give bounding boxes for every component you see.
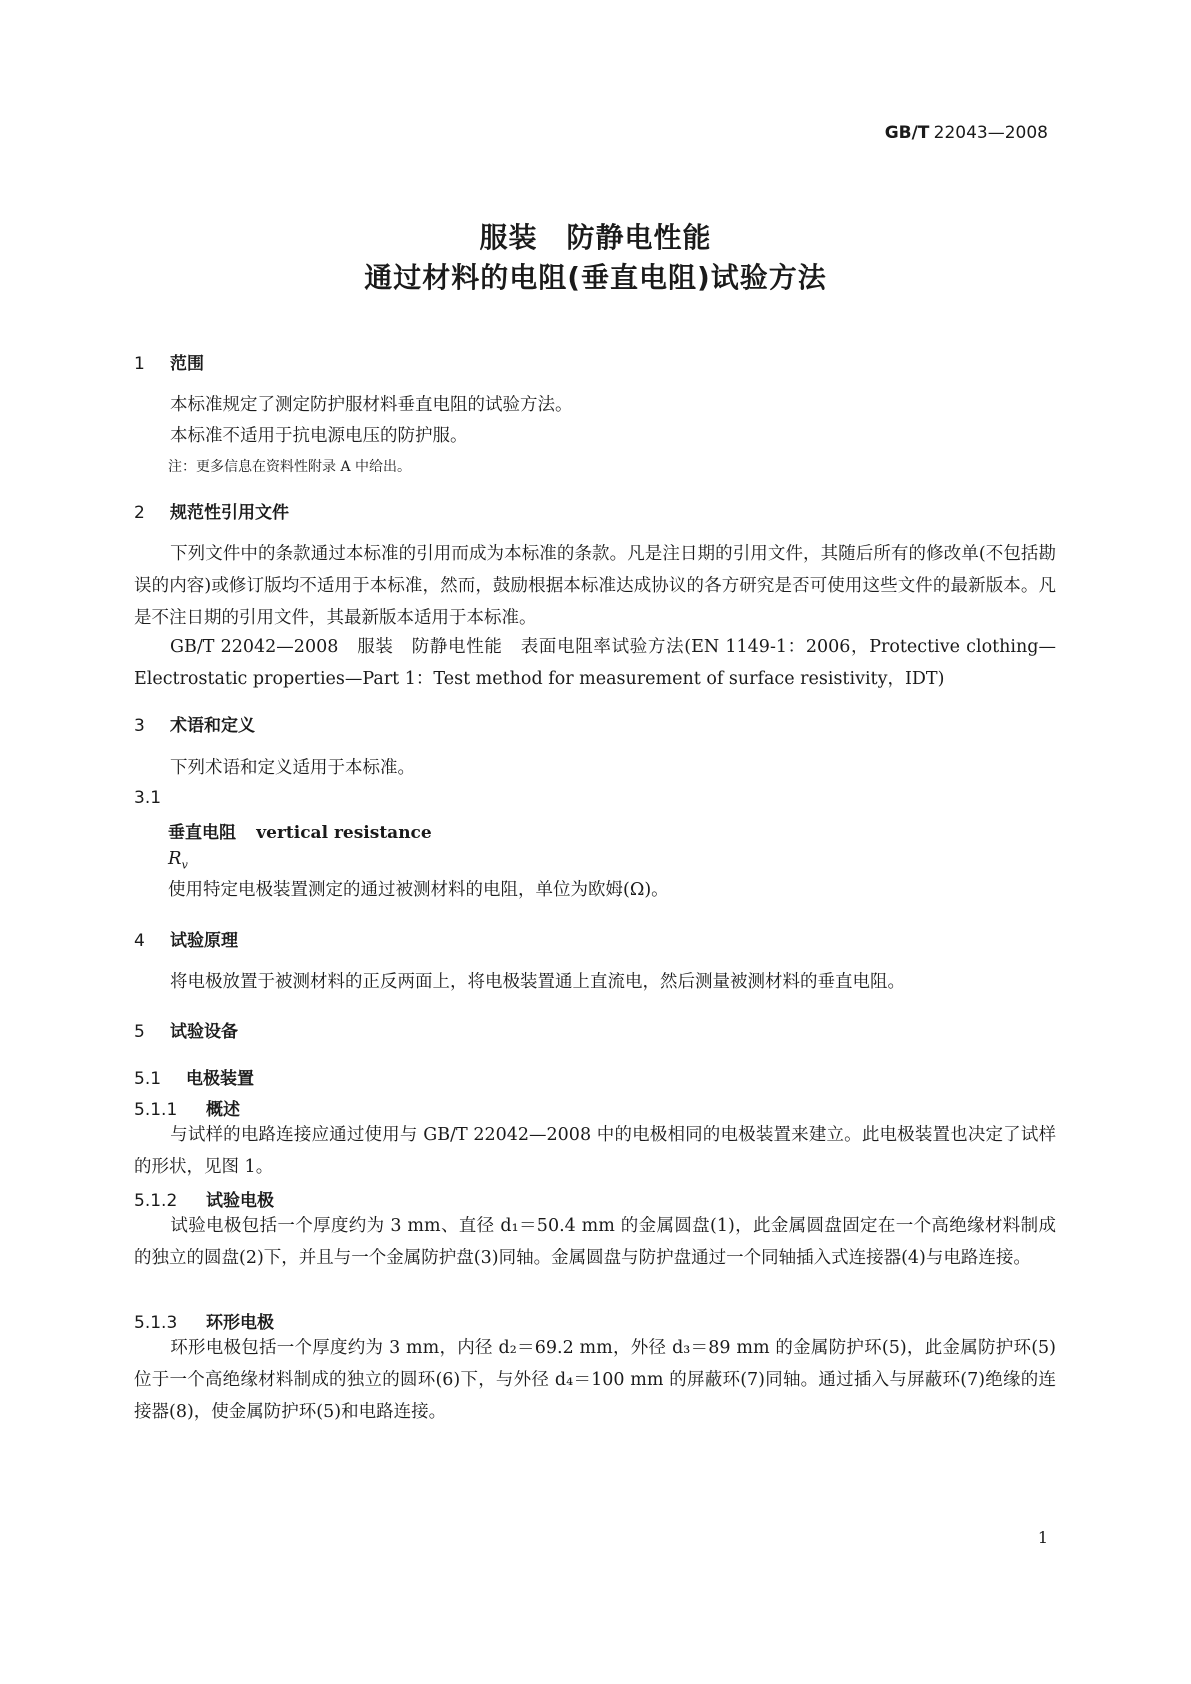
term-definition: 使用特定电极装置测定的通过被测材料的电阻，单位为欧姆(Ω)。 [168,880,669,900]
section-1-heading [134,349,204,374]
paragraph-text: 环形电极包括一个厚度约为 3 mm，内径 d₂＝69.2 mm，外径 d₃＝89 mm 的金属防护环(5)，此金属防护环(5)位于一个高绝缘材料制成的独立的圆环(6)下，与外径 d₄＝100 mm 的屏蔽环(7)同轴。通过插入与屏蔽环(7)绝缘的连接器(8)，使金属防护环(5)和电路连接。 [134,1338,1056,1422]
reference-text: GB/T 22042—2008 服装 防静电性能 表面电阻率试验方法(EN 1149-1：2006，Protective clothing—Electrostatic properties—Part 1：Test method for measurement of surface resistivity，IDT) [134,637,1056,689]
subsection-5-1-2-paragraph [134,1210,1056,1274]
subsection-5-1-1-paragraph [134,1119,1056,1183]
section-4-paragraph-1 [134,966,1056,998]
paragraph-text: 本标准不适用于抗电源电压的防护服。 [170,426,468,446]
paragraph-text: 本标准规定了测定防护服材料垂直电阻的试验方法。 [170,395,573,415]
paragraph-text: 与试样的电路连接应通过使用与 GB/T 22042—2008 中的电极相同的电极装置来建立。此电极装置也决定了试样的形状，见图 1。 [134,1125,1056,1177]
section-number: 5.1 [134,1069,162,1089]
section-title: 电极装置 [186,1069,254,1089]
section-number: 5 [134,1022,145,1042]
document-title-line1: 服装 防静电性能 [479,221,712,254]
section-5-heading [134,1017,238,1042]
standard-code-number: 22043—2008 [933,123,1048,143]
section-number: 5.1.1 [134,1100,178,1120]
term-english: vertical resistance [256,823,432,843]
section-title: 环形电极 [206,1313,274,1333]
page-number: 1 [1037,1528,1048,1547]
section-number: 3 [134,716,145,736]
paragraph-text: 试验电极包括一个厚度约为 3 mm、直径 d₁＝50.4 mm 的金属圆盘(1)，此金属圆盘固定在一个高绝缘材料制成的独立的圆盘(2)下，并且与一个金属防护盘(3)同轴。金属圆盘与防护盘通过一个同轴插入式连接器(4)与电路连接。 [134,1216,1056,1268]
subsection-5-1-1-heading [134,1095,240,1120]
paragraph-text: 将电极放置于被测材料的正反两面上，将电极装置通上直流电，然后测量被测材料的垂直电阻。 [170,972,905,992]
section-1-note: 注：更多信息在资料性附录 A 中给出。 [168,459,412,475]
section-number: 5.1.2 [134,1191,178,1211]
section-2-heading [134,498,289,523]
section-title: 规范性引用文件 [170,503,289,523]
section-title: 范围 [170,354,204,374]
section-2-paragraph-1 [134,538,1056,634]
section-number: 5.1.3 [134,1313,178,1333]
section-number: 1 [134,354,145,374]
section-title: 试验电极 [206,1191,274,1211]
section-title: 试验原理 [170,931,238,951]
symbol-subscript: v [181,858,188,872]
subsection-5-1-heading [134,1064,254,1089]
section-number: 4 [134,931,145,951]
subsection-5-1-3-heading [134,1308,274,1333]
standard-code [885,123,1048,143]
section-2-reference [134,631,1056,695]
section-number: 2 [134,503,145,523]
symbol-letter: R [168,848,182,869]
section-3-paragraph-1 [134,752,1056,784]
section-3-heading [134,711,255,736]
subsection-5-1-3-paragraph [134,1332,1056,1428]
term-chinese: 垂直电阻 [168,823,236,843]
term-symbol [168,848,188,872]
section-title: 概述 [206,1100,240,1120]
paragraph-text: 下列术语和定义适用于本标准。 [170,758,415,778]
document-title-line2: 通过材料的电阻(垂直电阻)试验方法 [364,261,827,294]
section-title: 试验设备 [170,1022,238,1042]
section-1-paragraph-1 [134,389,1056,421]
section-1-paragraph-2 [134,420,1056,452]
subsection-5-1-2-heading [134,1186,274,1211]
subsection-3-1-number: 3.1 [134,788,162,808]
standard-code-prefix: GB/T [884,123,930,143]
paragraph-text: 下列文件中的条款通过本标准的引用而成为本标准的条款。凡是注日期的引用文件，其随后所有的修改单(不包括勘误的内容)或修订版均不适用于本标准，然而，鼓励根据本标准达成协议的各方研究是否可使用这些文件的最新版本。凡是不注日期的引用文件，其最新版本适用于本标准。 [134,544,1056,628]
section-4-heading [134,926,238,951]
section-title: 术语和定义 [170,716,255,736]
term-heading [168,818,432,843]
